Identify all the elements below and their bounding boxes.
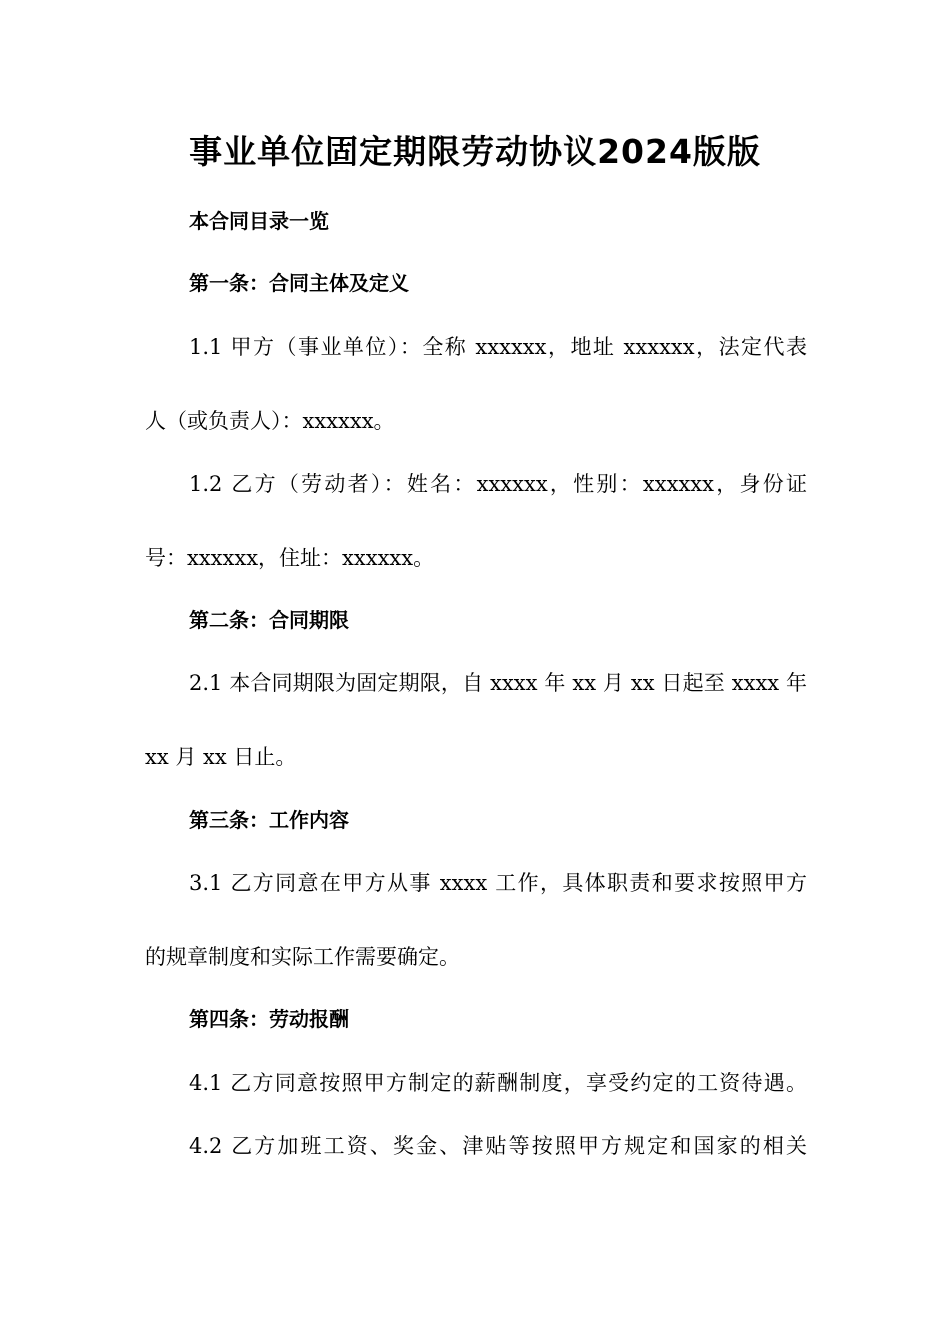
clause-4-2-line-1: 4.2 乙方加班工资、奖金、津贴等按照甲方规定和国家的相关 <box>189 1134 807 1158</box>
clause-2-1-line-1: 2.1 本合同期限为固定期限，自 xxxx 年 xx 月 xx 日起至 xxxx 年 <box>189 671 807 695</box>
clause-3-1-line-2: 的规章制度和实际工作需要确定。 <box>145 945 460 969</box>
clause-1-1-line-1: 1.1 甲方（事业单位）：全称 xxxxxx，地址 xxxxxx，法定代表 <box>189 335 807 359</box>
document-title: 事业单位固定期限劳动协议2024版版 <box>189 132 761 171</box>
clause-1-2-line-2: 号：xxxxxx，住址：xxxxxx。 <box>145 546 435 570</box>
clause-1-1-line-2: 人（或负责人）：xxxxxx。 <box>145 409 395 433</box>
article-1-heading: 第一条：合同主体及定义 <box>189 271 409 295</box>
clause-3-1-line-1: 3.1 乙方同意在甲方从事 xxxx 工作，具体职责和要求按照甲方 <box>189 871 807 895</box>
clause-4-1-line-1: 4.1 乙方同意按照甲方制定的薪酬制度，享受约定的工资待遇。 <box>189 1071 807 1095</box>
clause-2-1-line-2: xx 月 xx 日止。 <box>145 745 297 769</box>
article-4-heading: 第四条：劳动报酬 <box>189 1007 349 1031</box>
article-3-heading: 第三条：工作内容 <box>189 808 349 832</box>
article-2-heading: 第二条：合同期限 <box>189 608 349 632</box>
clause-1-2-line-1: 1.2 乙方（劳动者）：姓名：xxxxxx，性别：xxxxxx，身份证 <box>189 472 807 496</box>
toc-heading: 本合同目录一览 <box>189 209 329 233</box>
